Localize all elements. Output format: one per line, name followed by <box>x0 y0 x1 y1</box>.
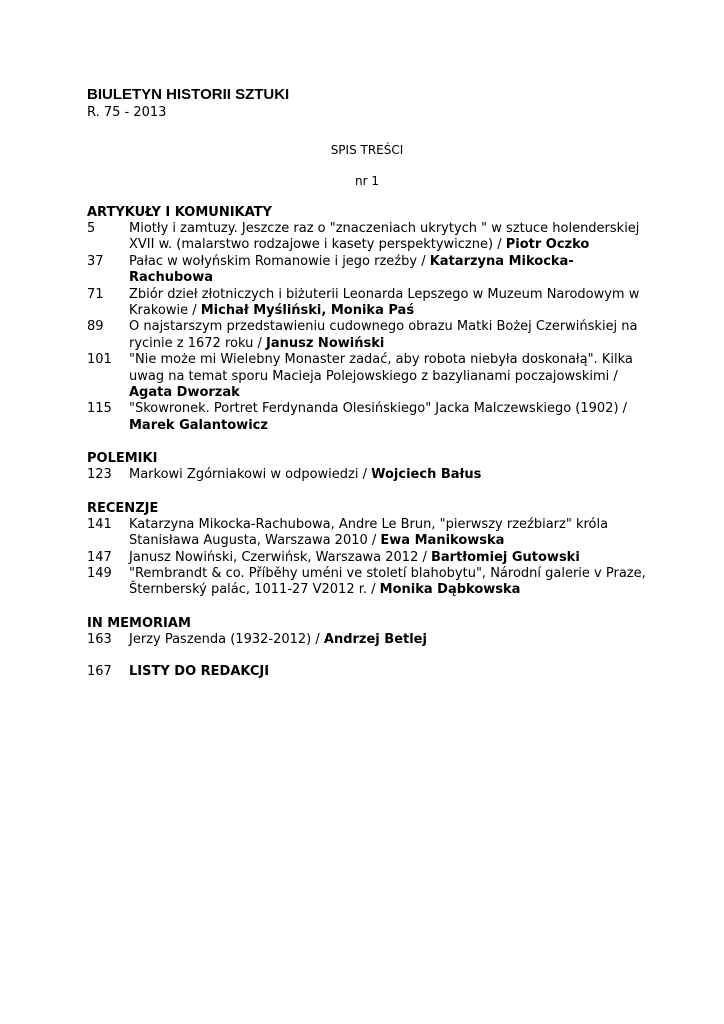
entry-author: Andrzej Betlej <box>323 631 427 647</box>
entry-text <box>129 319 647 352</box>
issue-number: nr 1 <box>355 174 379 188</box>
section-polemics <box>87 450 647 483</box>
page-number: 37 <box>87 253 104 269</box>
page-number: 141 <box>87 516 112 532</box>
entry-author: Janusz Nowiński <box>265 335 385 351</box>
toc-entry <box>87 401 647 434</box>
page-number: 149 <box>87 565 112 581</box>
page-number: 163 <box>87 631 112 647</box>
entry-title: Pałac w wołyńskim Romanowie i jego rzeźby / <box>129 253 430 269</box>
section-in-memoriam <box>87 615 647 648</box>
entry-text <box>129 632 647 648</box>
entry-text <box>129 254 647 287</box>
page-number: 89 <box>87 319 104 335</box>
entry-author: Monika Dąbkowska <box>379 582 521 598</box>
toc-entry <box>87 221 647 254</box>
entry-title: "Skowronek. Portret Ferdynanda Olesińskiego" Jacka Malczewskiego (1902) / <box>129 401 628 417</box>
volume-year: R. 75 - 2013 <box>87 105 167 120</box>
entry-author: Agata Dworzak <box>129 385 240 401</box>
section-articles <box>87 204 647 434</box>
table-of-contents-title: SPIS TREŚCI <box>330 143 404 157</box>
page-number: 71 <box>87 286 104 302</box>
entry-author: Ewa Manikowska <box>380 533 505 549</box>
entry-title: Katarzyna Mikocka-Rachubowa, Andre Le Brun, "pierwszy rzeźbiarz" króla Stanisława Augusta, Warszawa 2010 / <box>129 516 609 549</box>
entry-title: Jerzy Paszenda (1932-2012) / <box>129 631 324 647</box>
entry-title: Miotły i zamtuzy. Jeszcze raz o "znaczeniach ukrytych " w sztuce holenderskiej XVII w. (malarstwo rodzajowe i kasety perspektywiczne) / <box>129 221 640 253</box>
entry-title: O najstarszym przedstawieniu cudownego obrazu Matki Bożej Czerwińskiej na rycinie z 1672 roku / <box>129 319 638 351</box>
entry-author: Piotr Oczko <box>505 237 590 253</box>
section-title: POLEMIKI <box>87 451 158 467</box>
entry-text <box>129 221 647 254</box>
toc-entry <box>87 319 647 352</box>
entry-text <box>129 287 647 320</box>
section-title: IN MEMORIAM <box>87 615 191 631</box>
page-number: 115 <box>87 401 112 417</box>
entry-author: Bartłomiej Gutowski <box>431 549 580 565</box>
entry-text <box>129 401 647 434</box>
entry-title: "Nie może mi Wielebny Monaster zadać, aby robota niebyła doskonałą". Kilka uwag na temat sporu Macieja Polejowskiego z bazylianami poczajowskimi / <box>129 352 633 384</box>
toc-entry <box>87 632 647 648</box>
toc-entry <box>87 467 647 483</box>
entry-text <box>129 467 647 483</box>
page-number: 123 <box>87 467 112 483</box>
journal-title: BIULETYN HISTORII SZTUKI <box>87 86 290 103</box>
entry-author: Marek Galantowicz <box>129 417 268 433</box>
toc-entry <box>87 517 647 550</box>
section-title: RECENZJE <box>87 500 159 516</box>
section-reviews <box>87 500 647 599</box>
entry-author: Michał Myśliński, Monika Paś <box>200 303 415 319</box>
page-number: 101 <box>87 352 112 368</box>
toc-entry <box>87 566 647 599</box>
toc-entry <box>87 287 647 320</box>
page-number: 167 <box>87 664 112 680</box>
entry-title: Markowi Zgórniakowi w odpowiedzi / <box>129 467 372 483</box>
entry-title: Janusz Nowiński, Czerwińsk, Warszawa 2012 / <box>129 549 431 565</box>
letters-to-editor: LISTY DO REDAKCJI <box>129 664 270 680</box>
page-number: 5 <box>87 221 96 236</box>
entry-author: Katarzyna Mikocka-Rachubowa <box>129 253 574 286</box>
toc-entry <box>87 550 647 566</box>
section-letters <box>87 664 647 680</box>
entry-title: Zbiór dzieł złotniczych i biżuterii Leonarda Lepszego w Muzeum Narodowym w Krakowie / <box>129 286 640 319</box>
toc-entry <box>87 352 647 401</box>
toc-entry <box>87 664 647 680</box>
entry-text <box>129 352 647 401</box>
entry-author: Wojciech Bałus <box>371 467 482 483</box>
section-title: ARTYKUŁY I KOMUNIKATY <box>87 205 272 220</box>
page-number: 147 <box>87 549 112 565</box>
entry-text <box>129 566 647 599</box>
toc-entry <box>87 254 647 287</box>
document-page <box>87 86 647 681</box>
entry-text <box>129 517 647 550</box>
entry-text <box>129 550 647 566</box>
entry-title: "Rembrandt & co. Příběhy uméni ve století blahobytu", Národní galerie v Praze, Šternberský palác, 1011-27 V2012 r. / <box>129 565 646 598</box>
